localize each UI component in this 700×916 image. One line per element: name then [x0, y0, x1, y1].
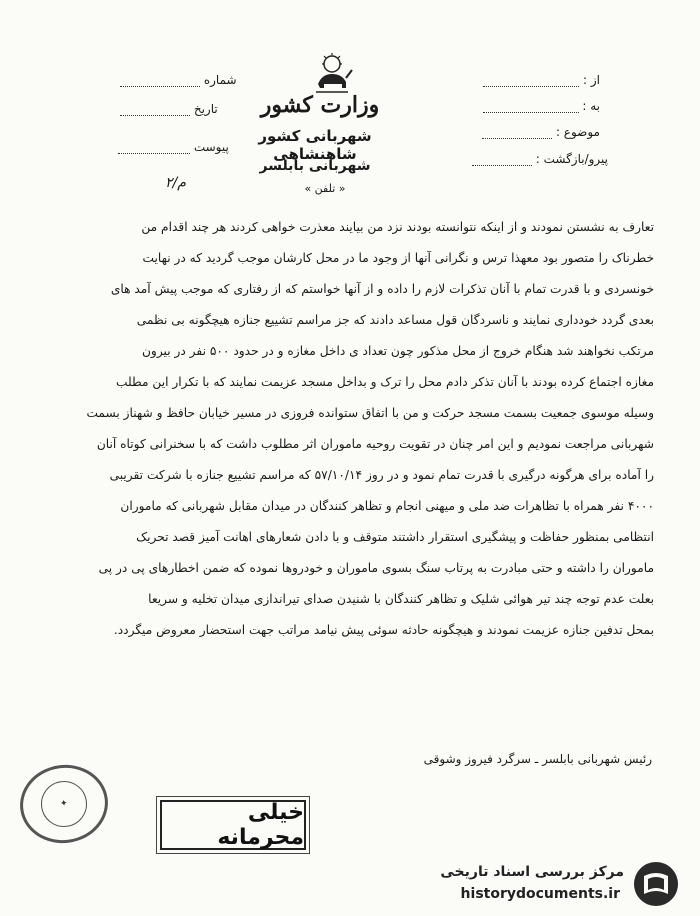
body-line: مغازه اجتماع کرده بودند با آنان تذکر دادم محل را ترک و بداخل مسجد عزیمت نمایند که با تکرار این مطلب — [116, 375, 654, 389]
archive-website: historydocuments.ir — [460, 886, 620, 902]
body-line: خونسردی و با قدرت تمام با آنان تذکرات لازم را داده و از آنها خواستم که از رفتاری که موجب پیش آمد های — [110, 282, 654, 296]
ministry-title: وزارت کشور — [260, 92, 380, 118]
from-field-line — [483, 76, 579, 87]
subject-label: موضوع : — [555, 125, 600, 139]
archive-name: مرکز بررسی اسناد تاریخی — [440, 864, 624, 880]
police-seal-stamp — [15, 759, 113, 848]
confidential-stamp: خیلی محرمانه — [160, 800, 306, 850]
number-field — [120, 73, 237, 87]
reference-mark: م/۲ — [165, 175, 186, 191]
attachment-field-line — [118, 143, 190, 154]
to-field-line — [483, 102, 579, 113]
body-line: بعلت عدم توجه چند تیر هوائی شلیک و تظاهر کنندگان با شنیدن صدای تیراندازی میدان تخلیه و سریعا — [148, 592, 654, 606]
body-line: خطرناک را متصور بود معهذا ترس و نگرانی آنها از وجود ما در محل کارشان موجب گردید که در نهایت — [142, 251, 654, 265]
date-field — [120, 102, 218, 116]
body-line: بعدی گردد خودداری نمایند و ناسردگان قول مساعد دادند که جز مراسم تشییع جنازه هیچگونه بی نظمی — [136, 313, 654, 327]
date-field-line — [120, 105, 190, 116]
body-line: بمحل تدفین جنازه عزیمت نمودند و هیچگونه حادثه سوئی پیش نیامد مراتب جهت استحضار معروض میگردد. — [113, 623, 654, 637]
from-field — [483, 73, 600, 87]
body-line: مرتکب نخواهند شد هنگام خروج از محل مذکور چون تعداد ی داخل مغازه و در حدود ۵۰۰ نفر در بیرون — [141, 344, 654, 358]
followup-field-line — [472, 155, 532, 166]
body-line: را آماده برای هرگونه درگیری با قدرت تمام نمود و در روز ۵۷/۱۰/۱۴ که مراسم تشییع جنازه با شرکت تقریبی — [109, 468, 654, 482]
followup-field — [472, 152, 608, 166]
to-label: به : — [582, 99, 600, 113]
followup-label: پیرو/بازگشت : — [535, 152, 608, 166]
archive-logo-icon — [632, 860, 680, 908]
subject-field-line — [482, 128, 552, 139]
letter-body — [36, 212, 654, 646]
body-line: ۴۰۰۰ نفر همراه با تظاهرات ضد ملی و میهنی انجام و تظاهر کنندگان در میدان مقابل شهربانی که ماموران — [120, 499, 654, 513]
body-line: وسیله موسوی جمعیت بسمت مسجد حرکت و من با اتفاق ستوانده فروزی در مسیر خیابان حافظ و شهناز بسمت — [86, 406, 654, 420]
lion-and-sun-emblem-icon — [310, 52, 354, 94]
seal-inner-ring: ✦ — [38, 778, 90, 830]
attachment-label: پیوست — [193, 140, 229, 154]
phone-label: « تلفن » — [304, 182, 346, 195]
number-field-line — [120, 76, 200, 87]
body-line: شهربانی مراجعت نمودیم و این امر چنان در تقویت روحیه ماموران اثر مطلوب داشت که با سخنرانی کوتاه آنان — [96, 437, 654, 451]
national-police-title: شهربانی کشور شاهنشاهی — [258, 127, 372, 163]
to-field — [483, 99, 600, 113]
signature-line: رئیس شهربانی بابلسر ـ سرگرد فیروز وشوقی — [423, 752, 652, 766]
body-line: ماموران را داشته و حتی مبادرت به پرتاب سنگ بسوی ماموران و خودروها نموده که ضمن اخطارهای پی در پی — [98, 561, 654, 575]
number-label: شماره — [203, 73, 237, 87]
subject-field — [482, 125, 600, 139]
body-line: انتظامی بمنظور حفاظت و پیشگیری استقرار داشتند متوقف و با دادن شعارهای اهانت آمیز قصد تحریک — [136, 530, 654, 544]
attachment-field — [118, 140, 229, 154]
body-line: تعارف به نشستن نمودند و از اینکه نتوانسته بودند نزد من بیایند معذرت خواهی کردند هر چند اقدام من — [141, 220, 654, 234]
from-label: از : — [583, 73, 600, 87]
date-label: تاریخ — [193, 102, 218, 116]
city-police-title: شهربانی بابلسر — [259, 158, 371, 174]
